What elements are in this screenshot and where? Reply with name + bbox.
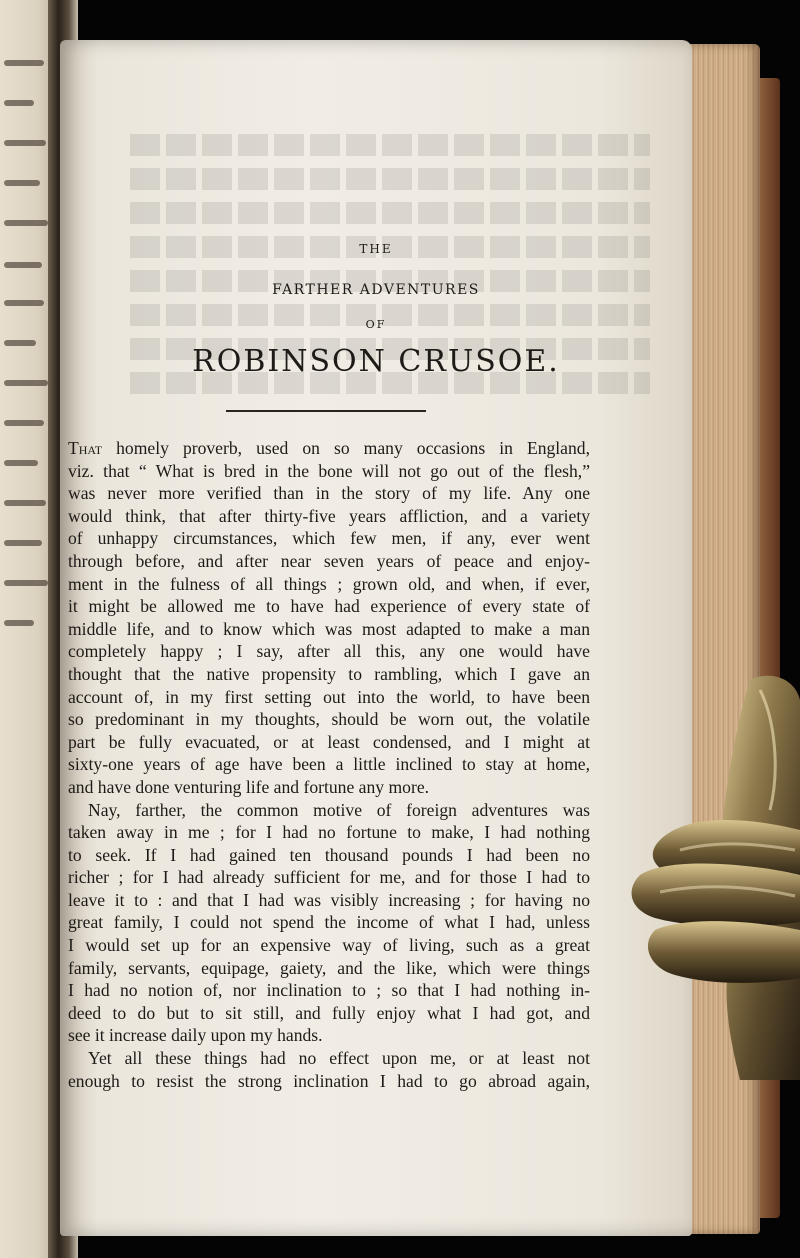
text-line: Nay, farther, the common motive of foreign adventures was xyxy=(88,799,590,820)
text-line: ment in the fulness of all things ; grown old, and when, if ever, xyxy=(68,573,590,594)
text-line: viz. that “ What is bred in the bone will not go out of the flesh,” xyxy=(68,460,590,481)
show-through-text xyxy=(130,130,650,430)
book-title: ROBINSON CRUSOE. xyxy=(192,344,560,379)
text-line: leave it to : and that I had was visibly increasing ; for having no xyxy=(68,889,590,910)
text-line: to seek. If I had gained ten thousand pounds I had been no xyxy=(68,844,590,865)
text-line: richer ; for I had already sufficient for me, and for those I had to xyxy=(68,867,590,888)
text-line: of unhappy circumstances, which few men, if any, ever went xyxy=(68,528,590,549)
title-rule xyxy=(226,410,426,412)
text-line: it might be allowed me to have had experience of every state of xyxy=(68,596,590,617)
text-line: would think, that after thirty-five years affliction, and a variety xyxy=(68,505,590,526)
text-line: taken away in me ; for I had no fortune to make, I had nothing xyxy=(68,822,590,843)
text-line: great family, I could not spend the income of what I had, unless xyxy=(68,912,590,933)
text-line: part be fully evacuated, or at least condensed, and I might at xyxy=(68,731,590,752)
opening-word: That xyxy=(68,438,103,458)
text-line: thought that the native propensity to rambling, which I gave an xyxy=(68,663,590,684)
text-line: enough to resist the strong inclination I had to go abroad again, xyxy=(68,1070,590,1091)
brass-hand-bookstand xyxy=(620,660,800,1080)
text-line: through before, and after near seven years of peace and enjoy- xyxy=(68,550,590,571)
text-line: and have done venturing life and fortune any more. xyxy=(68,776,430,797)
body-text xyxy=(68,437,590,1092)
text-line: sixty-one years of age have been a little inclined to stay at home, xyxy=(68,754,590,775)
heading-farther-adventures: FARTHER ADVENTURES xyxy=(272,282,480,298)
text-line: deed to do but to sit still, and fully enjoy what I had got, and xyxy=(68,1002,590,1023)
text-line: family, servants, equipage, gaiety, and the like, which were things xyxy=(68,957,590,978)
heading-of: OF xyxy=(365,318,387,331)
text-line: see it increase daily upon my hands. xyxy=(68,1025,323,1046)
text-line: Yet all these things had no effect upon me, or at least not xyxy=(88,1048,590,1069)
text-line: so predominant in my thoughts, should be worn out, the volatile xyxy=(68,709,590,730)
text-line: I would set up for an expensive way of living, such as a great xyxy=(68,935,590,956)
text-line: middle life, and to know which was most adapted to make a man xyxy=(68,618,590,639)
heading-the: THE xyxy=(359,242,393,256)
text-line: account of, in my first setting out into the world, to have been xyxy=(68,686,590,707)
text-line: completely happy ; I say, after all this, any one would have xyxy=(68,641,590,662)
text-line: That homely proverb, used on so many occasions in England, xyxy=(68,438,590,458)
text-line: I had no notion of, nor inclination to ; so that I had nothing in- xyxy=(68,980,590,1001)
text-line: was never more verified than in the story of my life. Any one xyxy=(68,483,590,504)
